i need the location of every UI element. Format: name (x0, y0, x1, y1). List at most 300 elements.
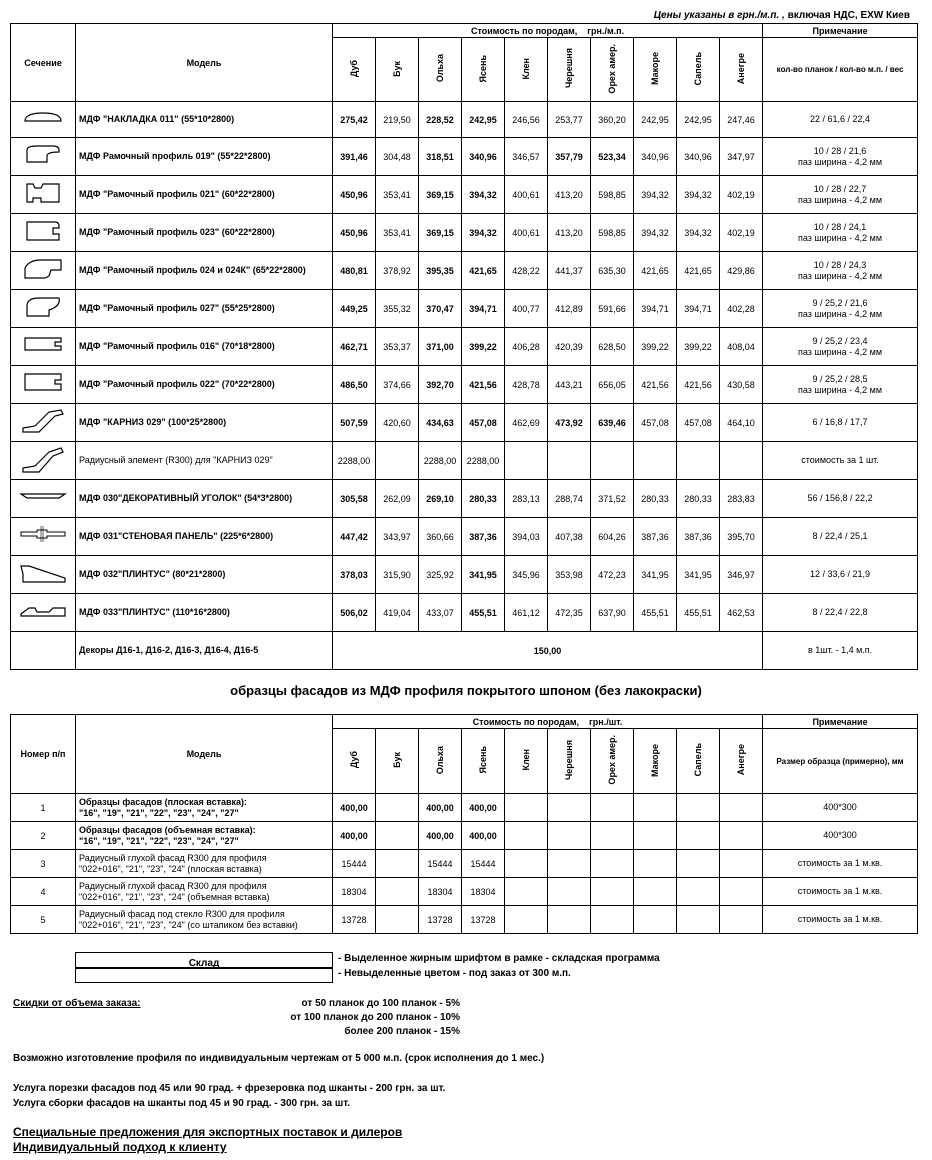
price-cell (591, 906, 634, 934)
wood-header-label: Макоре (650, 743, 660, 777)
model-cell: МДФ 030"ДЕКОРАТИВНЫЙ УГОЛОК" (54*3*2800) (76, 480, 333, 518)
note-line: 12 / 33,6 / 21,9 (810, 569, 871, 579)
nakladka-011-profile-icon (19, 105, 67, 133)
note-line: паз ширина - 4,2 мм (798, 156, 883, 167)
price-cell: 406,28 (505, 328, 548, 366)
model-cell: МДФ "Рамочный профиль 023" (60*22*2800) (76, 214, 333, 252)
price-cell: 346,97 (720, 556, 763, 594)
price-cell: 486,50 (333, 366, 376, 404)
model-cell: Радиусный элемент (R300) для "КАРНИЗ 029" (76, 442, 333, 480)
price-cell: 400,00 (462, 822, 505, 850)
note-line: 9 / 25,2 / 23,4 (812, 335, 868, 346)
table-row (11, 822, 918, 850)
price-cell: 394,32 (462, 214, 505, 252)
price-cell: 394,71 (462, 290, 505, 328)
note-line: паз ширина - 4,2 мм (798, 194, 883, 205)
price-cell (505, 850, 548, 878)
section-cell (11, 138, 76, 176)
note-line: стоимость за 1 шт. (801, 455, 879, 465)
price-cell: 283,83 (720, 480, 763, 518)
price-cell (677, 906, 720, 934)
section-cell (11, 594, 76, 632)
wood-header-label: Орех амер. (607, 43, 617, 94)
price-cell: 455,51 (462, 594, 505, 632)
note-line: 8 / 22,4 / 25,1 (812, 531, 868, 541)
price-cell: 304,48 (376, 138, 419, 176)
price-cell (677, 822, 720, 850)
price-cell: 318,51 (419, 138, 462, 176)
price-cell: 421,65 (677, 252, 720, 290)
table-row (11, 906, 918, 934)
price-cell: 428,78 (505, 366, 548, 404)
price-cell: 472,23 (591, 556, 634, 594)
model-line: "022+016", "21", "23", "24" (со штапиком без вставки) (79, 919, 298, 930)
price-cell: 421,65 (462, 252, 505, 290)
price-cell: 399,22 (677, 328, 720, 366)
frame-profile-023-icon (19, 218, 67, 246)
header-cost-unit: грн./шт. (589, 716, 623, 727)
cornice-029-icon (19, 408, 67, 436)
price-cell: 242,95 (462, 102, 505, 138)
price-cell (376, 906, 419, 934)
price-cell: 371,00 (419, 328, 462, 366)
wood-header-label: Ясень (478, 746, 488, 774)
discounts-title: Скидки от объема заказа: (13, 998, 141, 1009)
price-cell: 360,20 (591, 102, 634, 138)
wood-header-label: Клен (521, 749, 531, 771)
price-cell: 464,10 (720, 404, 763, 442)
header-cost (333, 24, 763, 38)
price-cell: 341,95 (677, 556, 720, 594)
header-model: Модель (76, 24, 333, 102)
price-cell (376, 442, 419, 480)
price-cell (548, 794, 591, 822)
table-row (11, 850, 918, 878)
wood-header-label: Ольха (435, 54, 445, 83)
price-cell (634, 794, 677, 822)
order-legend-box (75, 967, 333, 983)
table-row (11, 102, 918, 138)
price-cell: 434,63 (419, 404, 462, 442)
wood-header-label: Бук (392, 752, 402, 768)
price-cell (548, 906, 591, 934)
price-cell: 449,25 (333, 290, 376, 328)
model-cell: МДФ Рамочный профиль 019" (55*22*2800) (76, 138, 333, 176)
price-cell: 506,02 (333, 594, 376, 632)
price-cell: 462,71 (333, 328, 376, 366)
price-cell: 462,69 (505, 404, 548, 442)
note-cell: стоимость за 1 м.кв. (763, 850, 918, 878)
price-cell: 407,38 (548, 518, 591, 556)
price-cell: 18304 (462, 878, 505, 906)
price-cell: 341,95 (634, 556, 677, 594)
number-cell: 5 (11, 906, 76, 934)
wall-panel-031-icon (19, 522, 67, 550)
note-cell (763, 518, 918, 556)
price-cell (591, 442, 634, 480)
wood-header (720, 38, 763, 102)
note-cell: стоимость за 1 м.кв. (763, 906, 918, 934)
header-cost-label: Стоимость по породам, (470, 25, 578, 36)
table-row (11, 252, 918, 290)
table-row (11, 328, 918, 366)
model-cell: МДФ 031"СТЕНОВАЯ ПАНЕЛЬ" (225*6*2800) (76, 518, 333, 556)
table-row (11, 176, 918, 214)
price-cell (591, 794, 634, 822)
note-cell (763, 442, 918, 480)
price-cell: 656,05 (591, 366, 634, 404)
model-cell (76, 878, 333, 906)
price-cell: 280,33 (462, 480, 505, 518)
price-cell: 341,95 (462, 556, 505, 594)
price-cell: 394,71 (677, 290, 720, 328)
price-cell: 353,41 (376, 176, 419, 214)
price-cell (505, 442, 548, 480)
price-cell: 253,77 (548, 102, 591, 138)
header-cost (333, 715, 763, 729)
price-cell: 447,42 (333, 518, 376, 556)
note-cell: стоимость за 1 м.кв. (763, 878, 918, 906)
wood-header-label: Анегре (736, 52, 747, 85)
table-row (11, 404, 918, 442)
wood-header (677, 38, 720, 102)
table-row (11, 290, 918, 328)
price-cell: 421,56 (634, 366, 677, 404)
model-line: Радиусный глухой фасад R300 для профиля (79, 880, 267, 891)
model-line: Образцы фасадов (плоская вставка): (79, 796, 248, 807)
note-cell: 400*300 (763, 822, 918, 850)
frame-profile-027-icon (19, 294, 67, 322)
price-cell: 262,09 (376, 480, 419, 518)
price-cell (634, 822, 677, 850)
wood-header-label: Черешня (564, 48, 574, 89)
price-cell (548, 822, 591, 850)
model-cell: МДФ "КАРНИЗ 029" (100*25*2800) (76, 404, 333, 442)
price-cell (376, 878, 419, 906)
price-cell: 340,96 (462, 138, 505, 176)
cutting-service-note: Услуга порезки фасадов под 45 или 90 град. + фрезеровка под шканты - 200 грн. за шт. (13, 1083, 446, 1094)
price-cell: 343,97 (376, 518, 419, 556)
note-line: паз ширина - 4,2 мм (798, 346, 883, 357)
price-cell (376, 850, 419, 878)
price-cell: 369,15 (419, 214, 462, 252)
table-row (11, 518, 918, 556)
special-offer-export: Специальные предложения для экспортных поставок и дилеров (13, 1125, 403, 1139)
price-cell: 457,08 (677, 404, 720, 442)
price-cell: 473,92 (548, 404, 591, 442)
price-cell: 394,32 (677, 176, 720, 214)
note-line: паз ширина - 4,2 мм (798, 308, 883, 319)
table-row (11, 214, 918, 252)
wood-header (720, 729, 763, 794)
price-cell: 360,66 (419, 518, 462, 556)
price-cell: 402,28 (720, 290, 763, 328)
wood-header (634, 38, 677, 102)
section-cell (11, 252, 76, 290)
price-cell: 394,32 (634, 214, 677, 252)
note-cell (763, 480, 918, 518)
price-cell: 455,51 (677, 594, 720, 632)
price-cell: 242,95 (634, 102, 677, 138)
price-cell: 408,04 (720, 328, 763, 366)
price-cell: 400,00 (333, 794, 376, 822)
section-cell (11, 290, 76, 328)
special-offer-individual: Индивидуальный подход к клиенту (13, 1140, 227, 1154)
note-line: 8 / 22,4 / 22,8 (812, 607, 868, 617)
model-cell: МДФ "Рамочный профиль 024 и 024К" (65*22*2800) (76, 252, 333, 290)
price-cell: 391,46 (333, 138, 376, 176)
price-cell: 346,57 (505, 138, 548, 176)
price-cell (634, 850, 677, 878)
price-cell: 450,96 (333, 176, 376, 214)
model-line: Радиусный глухой фасад R300 для профиля (79, 852, 267, 863)
note-cell (763, 404, 918, 442)
price-cell: 598,85 (591, 176, 634, 214)
price-cell: 288,74 (548, 480, 591, 518)
price-cell: 315,90 (376, 556, 419, 594)
price-cell: 283,13 (505, 480, 548, 518)
price-cell: 413,20 (548, 214, 591, 252)
note-line: 56 / 156,8 / 22,2 (807, 493, 873, 503)
price-cell: 400,00 (462, 794, 505, 822)
table-row (11, 480, 918, 518)
price-cell: 400,61 (505, 176, 548, 214)
note-cell: в 1шт. - 1,4 м.п. (763, 632, 918, 670)
price-cell (548, 878, 591, 906)
model-line: Образцы фасадов (объемная вставка): (79, 824, 256, 835)
price-cell: 15444 (333, 850, 376, 878)
price-cell: 15444 (419, 850, 462, 878)
profile-price-table (10, 23, 918, 670)
price-cell (720, 850, 763, 878)
price-cell: 400,00 (333, 822, 376, 850)
samples-price-table (10, 714, 918, 934)
price-cell: 13728 (462, 906, 505, 934)
model-cell: МДФ "Рамочный профиль 016" (70*18*2800) (76, 328, 333, 366)
price-cell: 399,22 (462, 328, 505, 366)
note-cell (763, 214, 918, 252)
note-line: 10 / 28 / 22,7 (813, 183, 867, 194)
price-cell (677, 878, 720, 906)
price-cell (591, 822, 634, 850)
section-cell (11, 442, 76, 480)
section-cell (11, 366, 76, 404)
note-line: 10 / 28 / 21,6 (813, 145, 867, 156)
wood-header-label: Ольха (435, 745, 445, 775)
price-cell: 455,51 (634, 594, 677, 632)
price-cell: 269,10 (419, 480, 462, 518)
price-cell: 353,98 (548, 556, 591, 594)
price-cell: 399,22 (634, 328, 677, 366)
price-cell: 357,79 (548, 138, 591, 176)
wood-header (591, 729, 634, 794)
note-line: 22 / 61,6 / 22,4 (810, 114, 871, 124)
price-cell: 462,53 (720, 594, 763, 632)
price-cell (505, 822, 548, 850)
price-cell: 387,36 (677, 518, 720, 556)
wood-header (376, 729, 419, 794)
section-cell (11, 480, 76, 518)
price-cell (677, 794, 720, 822)
model-cell: Декоры Д16-1, Д16-2, Д16-3, Д16-4, Д16-5 (76, 632, 333, 670)
wood-header-label: Черешня (564, 739, 574, 781)
price-cell (634, 878, 677, 906)
section-cell (11, 632, 76, 670)
price-cell (591, 878, 634, 906)
price-cell: 480,81 (333, 252, 376, 290)
wood-header (548, 729, 591, 794)
header-cost-label: Стоимость по породам, (472, 716, 579, 727)
wood-header-label: Анегре (736, 744, 746, 776)
price-cell (505, 906, 548, 934)
header-section: Сечение (11, 24, 76, 102)
price-cell: 15444 (462, 850, 505, 878)
price-cell (591, 850, 634, 878)
price-cell: 402,19 (720, 214, 763, 252)
header-number: Номер п/п (11, 715, 76, 794)
wood-header-label: Клен (521, 57, 531, 80)
price-cell: 637,90 (591, 594, 634, 632)
model-cell: МДФ "НАКЛАДКА 011" (55*10*2800) (76, 102, 333, 138)
price-cell: 394,32 (462, 176, 505, 214)
price-cell: 394,03 (505, 518, 548, 556)
frame-profile-016-icon (19, 332, 67, 360)
price-cell: 412,89 (548, 290, 591, 328)
price-cell: 413,20 (548, 176, 591, 214)
assembly-service-note: Услуга сборки фасадов на шканты под 45 и 90 град. - 300 грн. за шт. (13, 1098, 351, 1109)
price-cell: 598,85 (591, 214, 634, 252)
note-cell (763, 594, 918, 632)
note-cell (763, 328, 918, 366)
header-model: Модель (76, 715, 333, 794)
price-cell: 340,96 (677, 138, 720, 176)
price-cell (634, 906, 677, 934)
model-cell: МДФ "Рамочный профиль 021" (60*22*2800) (76, 176, 333, 214)
note-line: паз ширина - 4,2 мм (798, 270, 883, 281)
samples-section-title: образцы фасадов из МДФ профиля покрытого шпоном (без лакокраски) (230, 683, 702, 698)
price-cell: 604,26 (591, 518, 634, 556)
price-cell: 421,65 (634, 252, 677, 290)
price-cell: 247,46 (720, 102, 763, 138)
price-cell (720, 906, 763, 934)
note-line: 9 / 25,2 / 28,5 (812, 373, 868, 384)
table-row (11, 594, 918, 632)
note-line: 6 / 16,8 / 17,7 (812, 417, 868, 427)
price-cell: 394,71 (634, 290, 677, 328)
section-cell (11, 214, 76, 252)
model-cell: МДФ 033"ПЛИНТУС" (110*16*2800) (76, 594, 333, 632)
price-cell: 305,58 (333, 480, 376, 518)
price-cell (677, 442, 720, 480)
note-cell (763, 290, 918, 328)
wood-header (634, 729, 677, 794)
wood-header (462, 729, 505, 794)
note-cell (763, 556, 918, 594)
note-line: паз ширина - 4,2 мм (798, 232, 883, 243)
price-cell (505, 794, 548, 822)
wood-header-label: Сапель (693, 51, 703, 86)
number-cell: 4 (11, 878, 76, 906)
price-note-prefix: Цены указаны в грн./м.п. , (653, 10, 785, 21)
price-cell: 369,15 (419, 176, 462, 214)
price-cell: 400,77 (505, 290, 548, 328)
price-cell: 400,61 (505, 214, 548, 252)
price-note-place: EXW Киев (860, 10, 910, 21)
price-cell: 421,56 (462, 366, 505, 404)
price-cell: 400,00 (419, 822, 462, 850)
price-cell (376, 822, 419, 850)
price-cell (376, 794, 419, 822)
table-row (11, 138, 918, 176)
model-line: "16", "19", "21", "22", "23", "24", "27" (79, 835, 239, 846)
price-cell: 419,04 (376, 594, 419, 632)
discount-item: от 100 планок до 200 планок - 10% (290, 1012, 460, 1023)
price-cell: 394,32 (677, 214, 720, 252)
number-cell: 1 (11, 794, 76, 822)
wood-header (462, 38, 505, 102)
price-cell: 639,46 (591, 404, 634, 442)
section-cell (11, 176, 76, 214)
price-cell: 591,66 (591, 290, 634, 328)
wood-header (548, 38, 591, 102)
header-note-sub: кол-во планок / кол-во м.п. / вес (763, 38, 918, 102)
price-cell: 457,08 (634, 404, 677, 442)
price-cell: 450,96 (333, 214, 376, 252)
price-cell: 441,37 (548, 252, 591, 290)
model-cell: МДФ 032"ПЛИНТУС" (80*21*2800) (76, 556, 333, 594)
header-cost-unit: грн./м.п. (587, 25, 625, 36)
plinth-032-icon (19, 560, 67, 588)
price-cell: 280,33 (634, 480, 677, 518)
section-cell (11, 556, 76, 594)
model-line: "16", "19", "21", "22", "23", "24", "27" (79, 807, 239, 818)
table-row (11, 878, 918, 906)
wood-header (333, 729, 376, 794)
price-cell: 374,66 (376, 366, 419, 404)
price-cell: 457,08 (462, 404, 505, 442)
model-cell (76, 794, 333, 822)
price-cell: 340,96 (634, 138, 677, 176)
model-line: Радиусный фасад под стекло R300 для профиля (79, 908, 285, 919)
price-cell (548, 442, 591, 480)
note-line: паз ширина - 4,2 мм (798, 384, 883, 395)
price-cell (634, 442, 677, 480)
frame-profile-022-icon (19, 370, 67, 398)
table-row (11, 632, 918, 670)
header-note: Примечание (763, 715, 918, 729)
model-line: "022+016", "21", "23", "24" (объемная вставка) (79, 891, 270, 902)
wood-header (376, 38, 419, 102)
price-cell: 371,52 (591, 480, 634, 518)
wood-header (419, 729, 462, 794)
table-row (11, 366, 918, 404)
price-cell (720, 878, 763, 906)
frame-profile-024-icon (19, 256, 67, 284)
table-row (11, 442, 918, 480)
price-cell: 378,03 (333, 556, 376, 594)
price-cell: 18304 (333, 878, 376, 906)
price-cell (720, 822, 763, 850)
wood-header (677, 729, 720, 794)
price-cell: 472,35 (548, 594, 591, 632)
section-cell (11, 404, 76, 442)
price-cell: 387,36 (462, 518, 505, 556)
price-cell (548, 850, 591, 878)
section-cell (11, 518, 76, 556)
price-note (520, 10, 910, 21)
wood-header-label: Макоре (650, 52, 660, 85)
price-cell: 507,59 (333, 404, 376, 442)
